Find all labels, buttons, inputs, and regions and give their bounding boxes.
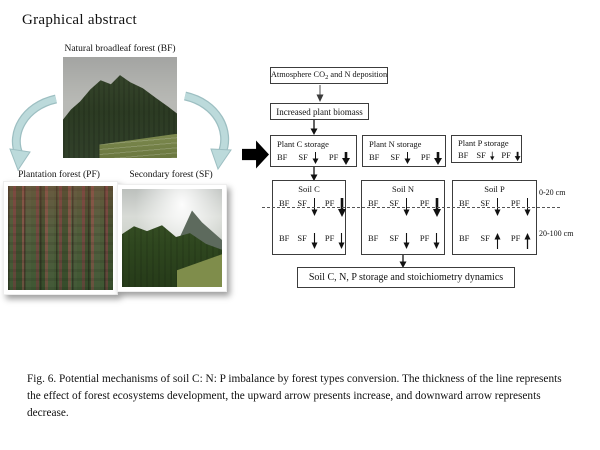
plant-p-row: [452, 150, 521, 163]
sf-label: SF: [297, 233, 307, 243]
bf-label: BF: [279, 233, 290, 243]
down-arrow-icon: [403, 152, 412, 164]
pf-photo-frame: [3, 181, 118, 295]
up-arrow-icon: [523, 233, 532, 249]
page-title: Graphical abstract: [22, 12, 137, 28]
soil-n-title: Soil N: [392, 184, 414, 194]
biomass-box: Increased plant biomass: [270, 103, 369, 120]
pf-label: PF: [510, 198, 521, 208]
curved-arrow-right-icon: [179, 89, 233, 171]
sf-label: SF: [476, 150, 486, 160]
plant-p-title: Plant P storage: [458, 138, 509, 148]
pf-label: PF: [324, 233, 335, 243]
down-connector-icon: [309, 167, 319, 181]
down-arrow-icon: [337, 233, 346, 249]
pf-label: PF: [419, 198, 430, 208]
sf-label: SF: [480, 198, 490, 208]
down-arrow-bold-icon: [514, 150, 521, 163]
bf-label: BF: [368, 198, 379, 208]
pf-photo-label: Plantation forest (PF): [18, 170, 100, 180]
bf-label: BF: [369, 152, 380, 162]
down-arrow-bold-icon: [433, 152, 443, 165]
bf-label: BF: [368, 233, 379, 243]
down-arrow-icon: [310, 233, 319, 249]
pf-label: PF: [328, 152, 339, 162]
plant-c-box: [270, 135, 357, 167]
soil-p-bottom-row: [453, 233, 532, 249]
down-arrow-icon: [489, 150, 495, 162]
plant-n-title: Plant N storage: [369, 139, 422, 149]
soil-c-box: [272, 180, 346, 255]
down-arrow-bold-icon: [341, 152, 351, 165]
down-arrow-icon: [432, 233, 441, 249]
bf-photo-label: Natural broadleaf forest (BF): [64, 44, 176, 54]
bf-label: BF: [279, 198, 290, 208]
plant-n-box: [362, 135, 446, 167]
sf-photo: [122, 189, 222, 287]
bf-label: BF: [458, 150, 469, 160]
pf-label: PF: [510, 233, 521, 243]
plant-p-box: [451, 135, 522, 163]
sf-photo-frame: [117, 184, 227, 292]
depth-label-top: 0-20 cm: [539, 188, 566, 197]
depth-divider-dashed-line: [262, 207, 560, 208]
pf-label: PF: [420, 152, 431, 162]
bf-label: BF: [277, 152, 288, 162]
pf-label: PF: [419, 233, 430, 243]
sf-label: SF: [390, 152, 400, 162]
pf-photo: [8, 186, 113, 290]
plant-n-row: [363, 152, 445, 165]
soil-c-bottom-row: [273, 233, 346, 249]
figure-caption: Fig. 6. Potential mechanisms of soil C: N: P imbalance by forest types conversion. The thickness of the line represents the effect of forest ecosystems development, the upward arrow presents increase, and downward arrow represents decrease.: [27, 373, 562, 419]
sf-label: SF: [298, 152, 308, 162]
outcome-box: Soil C, N, P storage and stoichiometry dynamics: [297, 267, 515, 288]
soil-n-bottom-row: [362, 233, 441, 249]
soil-p-title: Soil P: [484, 184, 505, 194]
bf-label: BF: [459, 198, 470, 208]
down-arrow-icon: [402, 233, 411, 249]
block-arrow-right-icon: [242, 139, 269, 170]
pf-label: PF: [501, 150, 511, 160]
atmosphere-box: [270, 67, 388, 84]
sf-label: SF: [297, 198, 307, 208]
soil-p-box: [452, 180, 537, 255]
sf-label: SF: [480, 233, 490, 243]
up-arrow-icon: [493, 233, 502, 249]
bf-label: BF: [459, 233, 470, 243]
sf-label: SF: [389, 198, 399, 208]
bf-photo: [63, 57, 177, 158]
curved-arrow-left-icon: [8, 92, 62, 172]
plant-c-row: [271, 152, 356, 165]
sf-label: SF: [389, 233, 399, 243]
plant-c-title: Plant C storage: [277, 139, 329, 149]
sf-photo-label: Secondary forest (SF): [129, 170, 213, 180]
soil-c-title: Soil C: [298, 184, 320, 194]
down-connector-gray-icon: [315, 85, 325, 102]
pf-color-wash: [8, 186, 113, 290]
soil-n-box: [361, 180, 445, 255]
down-connector-icon: [309, 120, 319, 135]
down-arrow-icon: [311, 152, 320, 164]
pf-label: PF: [324, 198, 335, 208]
depth-label-bottom: 20-100 cm: [539, 229, 574, 238]
atmosphere-text: Atmosphere $CO_2$ and N deposition: [270, 70, 388, 81]
